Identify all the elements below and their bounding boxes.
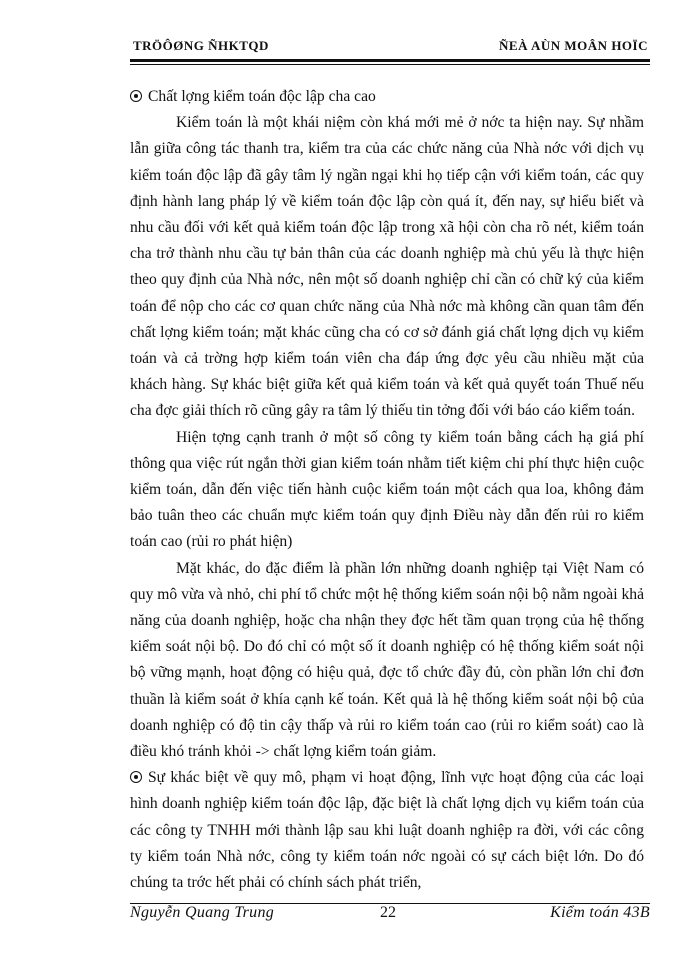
header-rule-thin [130, 64, 650, 65]
header-school: TRÖÔØNG ÑHKTQD [133, 38, 269, 53]
circle-bullet-icon [130, 90, 142, 102]
header-title: ÑEÀ AÙN MOÂN HOÏC [499, 38, 648, 53]
paragraph-awareness: Kiểm toán là một khái niệm còn khá mới mẻ ở nớc ta hiện nay. Sự nhầm lẫn giữa công tác thanh tra, kiểm tra của các chức năng của Nhà nớc với dịch vụ kiểm toán độc lập đã gây tâm lý ngần ngại khi họ tiếp cận với kiểm toán, các quy định hành lang pháp lý về kiểm toán độc lập còn quá ít, đến nay, sự hiểu biết và nhu cầu đối với kết quả kiểm toán độc lập trong xã hội còn cha rõ nét, kiểm toán cha trở thành nhu cầu tự bản thân của các doanh nghiệp mà chủ yếu là thực hiện theo quy định của Nhà nớc, nên một số doanh nghiệp chỉ cần có chữ ký của kiểm toán để nộp cho các cơ quan chức năng của Nhà nớc mà không cần quan tâm đến chất lợng kiểm toán; mặt khác cũng cha có cơ sở đánh giá chất lợng dịch vụ kiểm toán và cả trờng hợp kiểm toán viên cha đáp ứng đợc yêu cầu nhiều mặt của khách hàng. Sự khác biệt giữa kết quả kiểm toán và kết quả quyết toán Thuế nếu cha đợc giải thích rõ cũng gây ra tâm lý thiếu tin tởng đối với báo cáo kiểm toán. [130, 114, 644, 420]
circle-bullet-icon [130, 771, 142, 783]
page-header [133, 38, 648, 58]
section-heading-quality [130, 84, 644, 110]
page-footer [130, 904, 650, 928]
footer-course: Kiểm toán 43B [550, 904, 650, 921]
section-heading-text: Chất lợng kiểm toán độc lập cha cao [148, 88, 376, 105]
page-number: 22 [380, 904, 396, 921]
header-rule-thick [130, 59, 650, 62]
paragraph-internal-control: Mặt khác, do đặc điểm là phần lớn những doanh nghiệp tại Việt Nam có quy mô vừa và nhỏ, chi phí tổ chức một hệ thống kiểm soán nội bộ nằm ngoài khả năng của doanh nghiệp, hoặc cha nhận they đợc hết tầm quan trọng của hệ thống kiểm soát nội bộ. Do đó chỉ có một số ít doanh nghiệp có hệ thống kiểm soát nội bộ vững mạnh, hoạt động có hiệu quả, đợc tổ chức đầy đủ, còn phần lớn chỉ đơn thuần là kiểm soát ở khía cạnh kế toán. Kết quả là hệ thống kiểm soát nội bộ của doanh nghiệp có độ tin cậy thấp và rủi ro kiểm toán cao (rủi ro kiểm soát) cao là điều khó tránh khỏi -> chất lợng kiểm toán giảm. [130, 559, 644, 761]
paragraph-competition: Hiện tợng cạnh tranh ở một số công ty kiểm toán bằng cách hạ giá phí thông qua việc rút ngắn thời gian kiểm toán nhằm tiết kiệm chi phí thực hiện cuộc kiểm toán, dẫn đến việc tiến hành cuộc kiểm toán một cách qua loa, không đảm bảo tuân theo các chuẩn mực kiểm toán quy định Điều này dẫn đến rủi ro kiểm toán cao (rủi ro phát hiện) [130, 428, 644, 551]
footer-author: Nguyễn Quang Trung [130, 904, 275, 921]
paragraph-scale-text: Sự khác biệt về quy mô, phạm vi hoạt động, lĩnh vực hoạt động của các loại hình doanh nghiệp kiểm toán độc lập, đặc biệt là chất lợng dịch vụ kiểm toán của các công ty TNHH mới thành lập sau khi luật doanh nghiệp ra đời, với các công ty kiểm toán Nhà nớc, công ty kiểm toán nớc ngoài có sự cách biệt lớn. Do đó chúng ta trớc hết phải có chính sách phát triển, [130, 769, 644, 892]
paragraph-scale-differences [130, 765, 644, 896]
page-body [130, 84, 644, 896]
